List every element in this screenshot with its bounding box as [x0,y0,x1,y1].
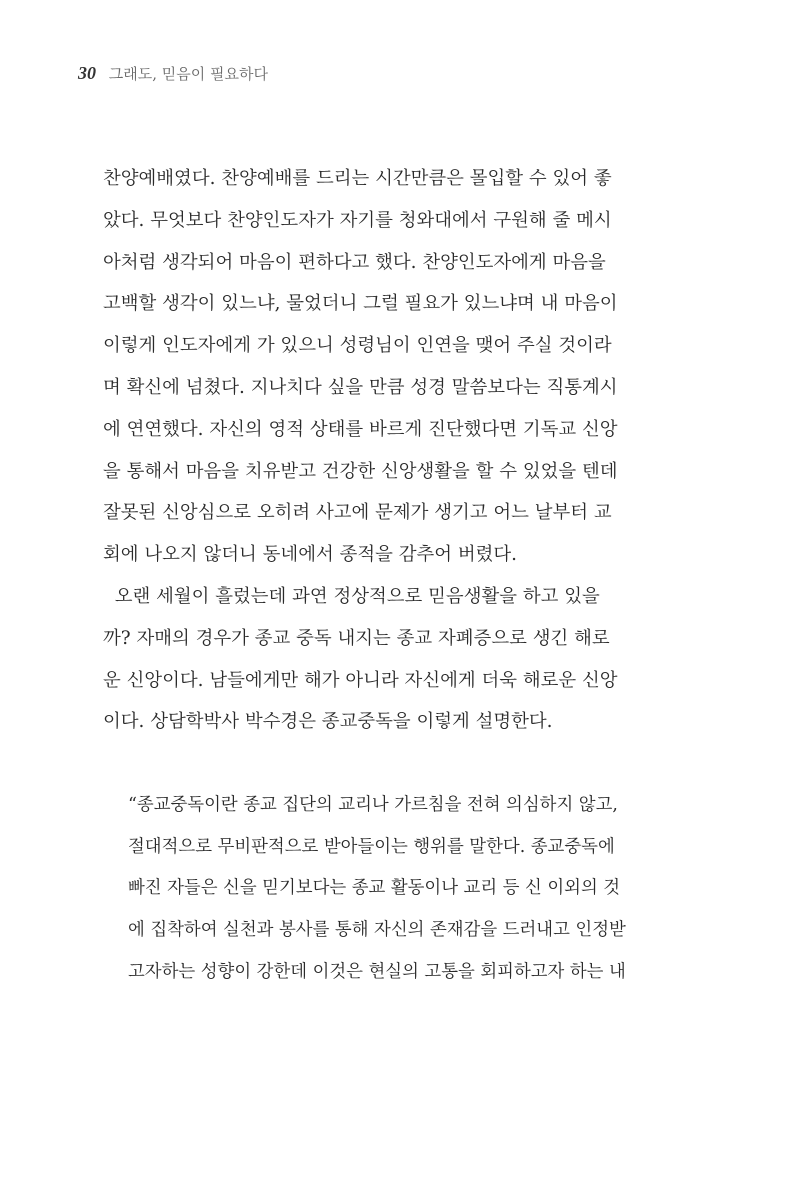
quote-line: “종교중독이란 종교 집단의 교리나 가르침을 전혀 의심하지 않고, [128,795,618,815]
quote-line: 에 집착하여 실천과 봉사를 통해 자신의 존재감을 드러내고 인정받 [128,920,626,941]
book-title: 그래도, 믿음이 필요하다 [108,65,268,83]
body-line: 찬양예배였다. 찬양예배를 드리는 시간만큼은 몰입할 수 있어 좋 [103,168,612,189]
running-header [78,63,268,84]
body-line: 며 확신에 넘쳤다. 지나치다 싶을 만큼 성경 말씀보다는 직통계시 [103,376,618,398]
body-line: 오랜 세월이 흘렀는데 과연 정상적으로 믿음생활을 하고 있을 [103,585,600,607]
body-line: 을 통해서 마음을 치유받고 건강한 신앙생활을 할 수 있었을 텐데 [103,460,618,482]
body-line: 이렇게 인도자에게 가 있으니 성령님이 인연을 맺어 주실 것이라 [103,335,612,357]
quote-line: 빠진 자들은 신을 믿기보다는 종교 활동이나 교리 등 신 이외의 것 [128,878,621,899]
body-line: 이다. 상담학박사 박수경은 종교중독을 이렇게 설명한다. [103,711,553,733]
body-line: 회에 나오지 않더니 동네에서 종적을 감추어 버렸다. [103,544,517,566]
body-line: 에 연연했다. 자신의 영적 상태를 바르게 진단했다면 기독교 신앙 [103,418,618,440]
body-line: 았다. 무엇보다 찬양인도자가 자기를 청와대에서 구원해 줄 메시 [103,209,612,231]
body-text [103,158,663,743]
quote-line: 고자하는 성향이 강한데 이것은 현실의 고통을 회피하고자 하는 내 [128,961,626,982]
body-line: 고백할 생각이 있느냐, 물었더니 그럴 필요가 있느냐며 내 마음이 [103,293,618,315]
page-number: 30 [78,63,96,83]
body-line: 까? 자매의 경우가 종교 중독 내지는 종교 자폐증으로 생긴 해로 [103,627,610,649]
block-quote [128,785,664,993]
body-line: 잘못된 신앙심으로 오히려 사고에 문제가 생기고 어느 날부터 교 [103,502,612,524]
quote-line: 절대적으로 무비판적으로 받아들이는 행위를 말한다. 종교중독에 [128,836,615,857]
body-line: 아처럼 생각되어 마음이 편하다고 했다. 찬양인도자에게 마음을 [103,251,606,273]
body-line: 운 신앙이다. 남들에게만 해가 아니라 자신에게 더욱 해로운 신앙 [103,669,618,691]
